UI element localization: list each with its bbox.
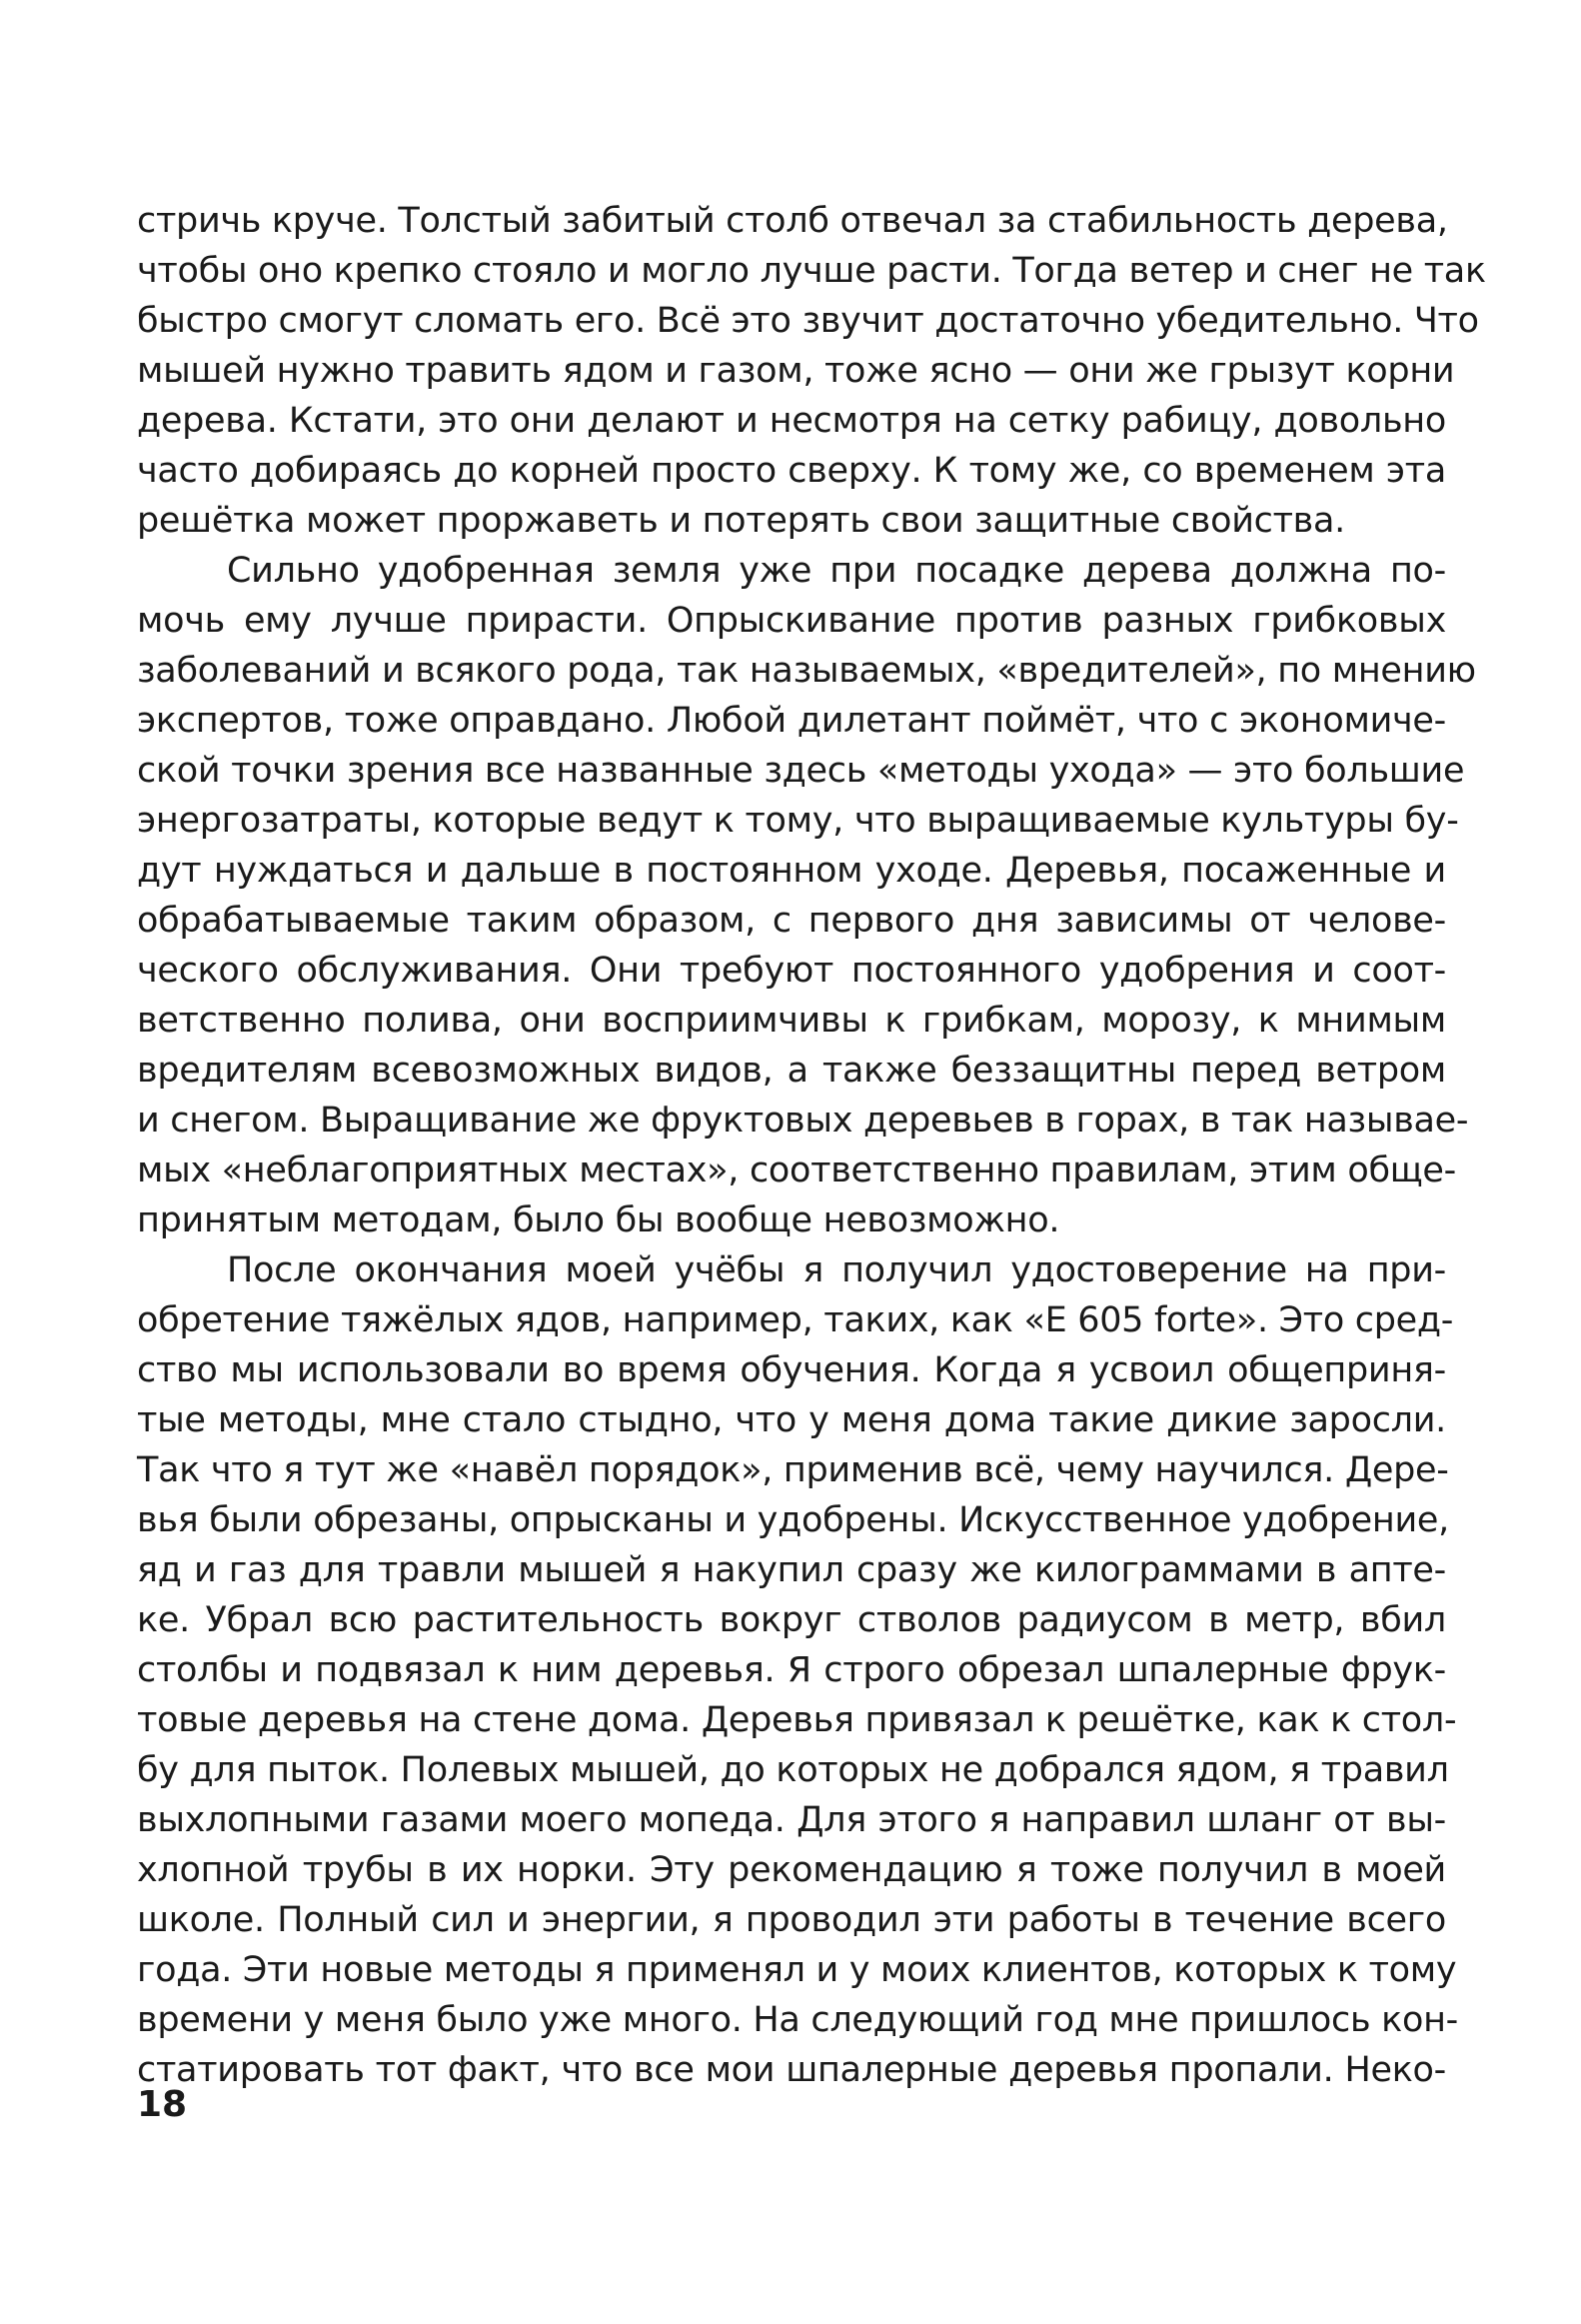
text-line: стричь круче. Толстый забитый столб отвечал за стабильность дерева, <box>137 201 1448 241</box>
text-line: обретение тяжёлых ядов, например, таких, как «Е 605 forte». Это сред- <box>137 1300 1454 1340</box>
text-line: столбы и подвязал к ним деревья. Я строго обрезал шпалерные фрук- <box>137 1650 1446 1690</box>
text-line: мых «неблагоприятных местах», соответственно правилам, этим обще- <box>137 1151 1456 1190</box>
text-line: быстро смогут сломать его. Всё это звучит достаточно убедительно. Что <box>137 301 1479 341</box>
paragraph-1 <box>137 196 1486 546</box>
text-line: Так что я тут же «навёл порядок», применив всё, чему научился. Дере- <box>137 1450 1449 1490</box>
paragraph-2 <box>137 546 1476 1245</box>
text-line: обрабатываемые таким образом, с первого дня зависимы от челове- <box>137 901 1446 941</box>
text-line: вредителям всевозможных видов, а также беззащитны перед ветром <box>137 1051 1446 1091</box>
text-line: вья были обрезаны, опрысканы и удобрены. Искусственное удобрение, <box>137 1500 1449 1540</box>
text-line: После окончания моей учёбы я получил удостоверение на при- <box>227 1250 1446 1290</box>
text-line: товые деревья на стене дома. Деревья привязал к решётке, как к стол- <box>137 1700 1457 1740</box>
text-line: ство мы использовали во время обучения. Когда я усвоил общеприня- <box>137 1350 1446 1390</box>
text-line: мышей нужно травить ядом и газом, тоже ясно — они же грызут корни <box>137 351 1455 391</box>
page-number: 18 <box>137 2084 188 2125</box>
paragraph-3 <box>137 1245 1458 2095</box>
text-line: статировать тот факт, что все мои шпалерные деревья пропали. Неко- <box>137 2050 1446 2090</box>
text-line: принятым методам, было бы вообще невозможно. <box>137 1200 1060 1240</box>
text-line: выхлопными газами моего мопеда. Для этого я направил шланг от вы- <box>137 1800 1446 1840</box>
text-line: дерева. Кстати, это они делают и несмотря на сетку рабицу, довольно <box>137 401 1446 441</box>
text-line: ветственно полива, они восприимчивы к грибкам, морозу, к мнимым <box>137 1001 1446 1041</box>
text-line: чтобы оно крепко стояло и могло лучше расти. Тогда ветер и снег не так <box>137 251 1486 291</box>
text-line: мочь ему лучше прирасти. Опрыскивание против разных грибковых <box>137 601 1446 641</box>
text-line: заболеваний и всякого рода, так называемых, «вредителей», по мнению <box>137 651 1476 691</box>
text-line: ческого обслуживания. Они требуют постоянного удобрения и соот- <box>137 951 1446 991</box>
text-line: энергозатраты, которые ведут к тому, что выращиваемые культуры бу- <box>137 801 1459 841</box>
text-line: времени у меня было уже много. На следующий год мне пришлось кон- <box>137 2000 1458 2040</box>
text-line: решётка может проржаветь и потерять свои защитные свойства. <box>137 501 1345 541</box>
text-line: хлопной трубы в их норки. Эту рекомендацию я тоже получил в моей <box>137 1850 1446 1890</box>
text-line: дут нуждаться и дальше в постоянном уходе. Деревья, посаженные и <box>137 851 1446 891</box>
text-line: тые методы, мне стало стыдно, что у меня дома такие дикие заросли. <box>137 1400 1446 1440</box>
text-line: экспертов, тоже оправдано. Любой дилетант поймёт, что с экономиче- <box>137 701 1446 741</box>
text-line: Сильно удобренная земля уже при посадке дерева должна по- <box>227 551 1446 591</box>
body-text <box>137 196 1486 2095</box>
text-line: и снегом. Выращивание же фруктовых деревьев в горах, в так называе- <box>137 1101 1469 1141</box>
text-line: ской точки зрения все названные здесь «методы ухода» — это большие <box>137 751 1465 791</box>
text-line: ке. Убрал всю растительность вокруг стволов радиусом в метр, вбил <box>137 1600 1446 1640</box>
text-line: яд и газ для травли мышей я накупил сразу же килограммами в апте- <box>137 1550 1446 1590</box>
text-line: бу для пыток. Полевых мышей, до которых не добрался ядом, я травил <box>137 1750 1449 1790</box>
text-line: школе. Полный сил и энергии, я проводил эти работы в течение всего <box>137 1900 1446 1940</box>
text-line: часто добираясь до корней просто сверху. К тому же, со временем эта <box>137 451 1446 491</box>
text-line: года. Эти новые методы я применял и у моих клиентов, которых к тому <box>137 1950 1457 1990</box>
